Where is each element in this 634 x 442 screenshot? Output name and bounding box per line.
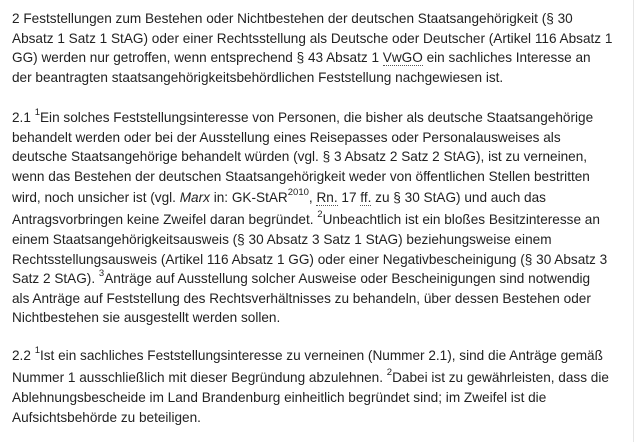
sentence-number: 1	[34, 107, 40, 119]
text-segment: ein sachliches Interesse an	[422, 50, 591, 65]
text-segment: Antragsvorbringen keine Zweifel daran begründet.	[12, 212, 318, 227]
section-number: 2.2	[12, 348, 35, 363]
text-line	[12, 269, 628, 289]
text-segment: Unbeachtlich ist ein bloßes Besitzinteresse an	[322, 212, 600, 227]
text-segment: Anträge auf Ausstellung solcher Ausweise oder Bescheinigungen sind notwendig	[104, 271, 591, 286]
text-segment: Nummer 1 ausschließlich mit dieser Begründung abzulehnen.	[12, 370, 387, 385]
sentence-number: 1	[34, 345, 40, 357]
text-segment: Dabei ist zu gewährleisten, dass die	[392, 370, 609, 385]
paragraph-2-1	[12, 108, 628, 328]
text-line: als Anträge auf Feststellung des Rechtsverhältnisses zu behandeln, über dessen Bestehen oder	[12, 290, 591, 306]
text-line: behandelt werden oder bei der Ausstellung eines Reisepasses oder Personalausweises als	[12, 129, 561, 145]
paragraph-2	[12, 9, 628, 87]
text-segment: zu § 30 StAG) und auch das	[371, 190, 546, 205]
text-line: einem Staatsangehörigkeitsausweis (§ 30 Absatz 3 Satz 1 StAG) beziehungsweise einem	[12, 232, 552, 247]
text-line: Ablehnungsbescheide im Land Brandenburg einheitlich begründet sind; im Zweifel ist die	[12, 390, 547, 405]
text-segment: wird, noch unsicher ist (vgl.	[12, 190, 180, 205]
text-line: deutsche Staatsangehörige behandelt würden (vgl. § 3 Absatz 2 Satz 2 StAG), ist zu verneinen,	[12, 149, 588, 164]
text-segment: Satz 2 StAG).	[12, 271, 99, 286]
text-line: Absatz 1 Satz 1 StAG) oder einer Rechtsstellung als Deutsche oder Deutscher (Artikel 116 Absatz 1	[12, 30, 613, 46]
text-line: 2 Feststellungen zum Bestehen oder Nichtbestehen der deutschen Staatsangehörigkeit (§ 30	[12, 11, 573, 26]
abbreviation-rn[interactable]: Rn.	[316, 190, 338, 205]
text-segment: Ein solches Feststellungsinteresse von Personen, die bisher als deutsche Staatsangehörige	[39, 110, 594, 125]
text-line	[12, 108, 628, 128]
text-segment: 17	[337, 190, 361, 205]
section-number: 2.1	[12, 110, 35, 125]
text-line: Aufsichtsbehörde zu beteiligen.	[12, 409, 201, 425]
sentence-number: 2	[386, 367, 393, 379]
text-line: der beantragten staatsangehörigkeitsbehördlichen Feststellung nachgewiesen ist.	[12, 69, 504, 85]
text-line	[12, 208, 628, 230]
sentence-number: 2	[317, 209, 323, 221]
author-name: Marx	[179, 190, 210, 205]
abbreviation-vwgo[interactable]: VwGO	[382, 50, 423, 65]
text-line	[12, 48, 628, 68]
abbreviation-ff[interactable]: ff.	[360, 190, 372, 205]
text-segment: GG) werden nur getroffen, wenn entsprechend § 43 Absatz 1	[12, 50, 383, 65]
sentence-number: 3	[98, 268, 105, 280]
text-line	[12, 186, 628, 208]
edition-superscript: 2010	[287, 187, 309, 199]
text-segment: ,	[308, 190, 317, 205]
text-segment: Ist ein sachliches Feststellungsinteresse zu verneinen (Nummer 2.1), sind die Anträge gemäß	[39, 348, 603, 363]
text-line	[12, 366, 628, 388]
text-line: wenn das Bestehen der deutschen Staatsangehörigkeit weder von öffentlichen Stellen bestritten	[12, 168, 590, 184]
text-line	[12, 344, 628, 366]
text-line: Nichtbestehen sie ausgestellt werden sollen.	[12, 310, 281, 325]
text-line: Rechtsstellungsausweis (Artikel 116 Absatz 1 GG) oder einer Negativbescheinigung (§ 30 Absatz 3	[12, 251, 608, 267]
paragraph-2-2	[12, 344, 628, 427]
text-segment: in: GK-StAR	[209, 190, 288, 205]
